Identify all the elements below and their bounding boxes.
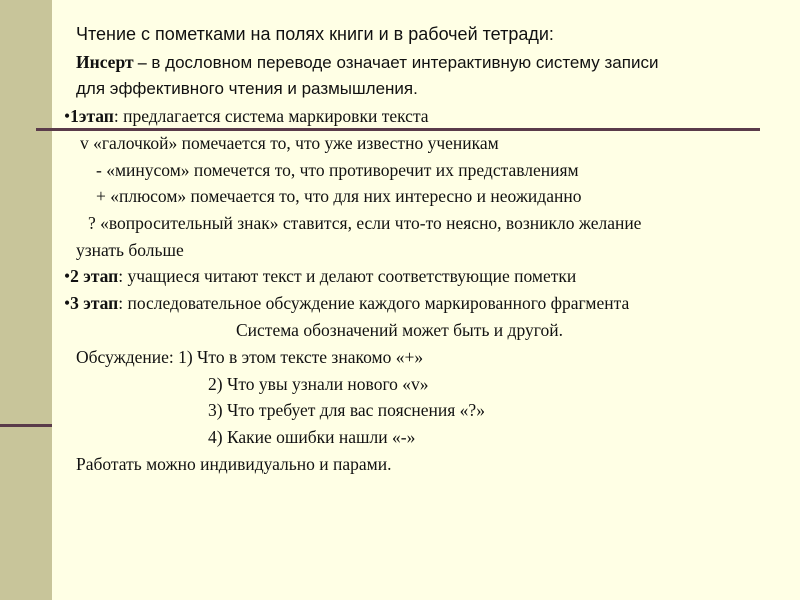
system-note: Система обозначений может быть и другой. bbox=[236, 320, 563, 340]
stage2-line bbox=[64, 264, 576, 288]
stage3-line bbox=[64, 291, 629, 315]
stage2-text: : учащиеся читают текст и делают соответствующие пометки bbox=[118, 266, 577, 286]
side-divider bbox=[0, 424, 52, 427]
footer-note: Работать можно индивидуально и парами. bbox=[76, 454, 392, 474]
slide-title: Чтение с пометками на полях книги и в рабочей тетради: bbox=[76, 24, 554, 44]
stage1-label: 1этап bbox=[70, 106, 114, 126]
mark-minus: - «минусом» помечется то, что противоречит их представлениям bbox=[96, 160, 579, 180]
insert-term: Инсерт – bbox=[76, 52, 147, 72]
bullet: • bbox=[64, 106, 71, 126]
stage1-line bbox=[64, 104, 429, 128]
discussion-q1: Обсуждение: 1) Что в этом тексте знакомо «+» bbox=[76, 347, 424, 367]
discussion-q4: 4) Какие ошибки нашли «-» bbox=[208, 427, 416, 447]
stage2-label: 2 этап bbox=[70, 266, 119, 286]
stage3-text: : последовательное обсуждение каждого маркированного фрагмента bbox=[118, 293, 630, 313]
insert-definition-line1 bbox=[76, 50, 658, 75]
insert-text1: в дословном переводе означает интерактивную систему записи bbox=[146, 53, 659, 72]
bullet: • bbox=[64, 266, 71, 286]
mark-check: v «галочкой» помечается то, что уже известно ученикам bbox=[80, 133, 499, 153]
mark-plus: + «плюсом» помечается то, что для них интересно и неожиданно bbox=[96, 186, 582, 206]
mark-question: ? «вопросительный знак» ставится, если что-то неясно, возникло желание bbox=[88, 213, 642, 233]
mark-question-cont: узнать больше bbox=[76, 240, 184, 260]
discussion-q3: 3) Что требует для вас пояснения «?» bbox=[208, 400, 485, 420]
insert-definition-line2: для эффективного чтения и размышления. bbox=[76, 79, 418, 98]
discussion-q2: 2) Что увы узнали нового «v» bbox=[208, 374, 429, 394]
stage3-label: 3 этап bbox=[70, 293, 119, 313]
bullet: • bbox=[64, 293, 71, 313]
stage1-text: : предлагается система маркировки текста bbox=[113, 106, 429, 126]
decorative-side-bar bbox=[0, 0, 52, 600]
